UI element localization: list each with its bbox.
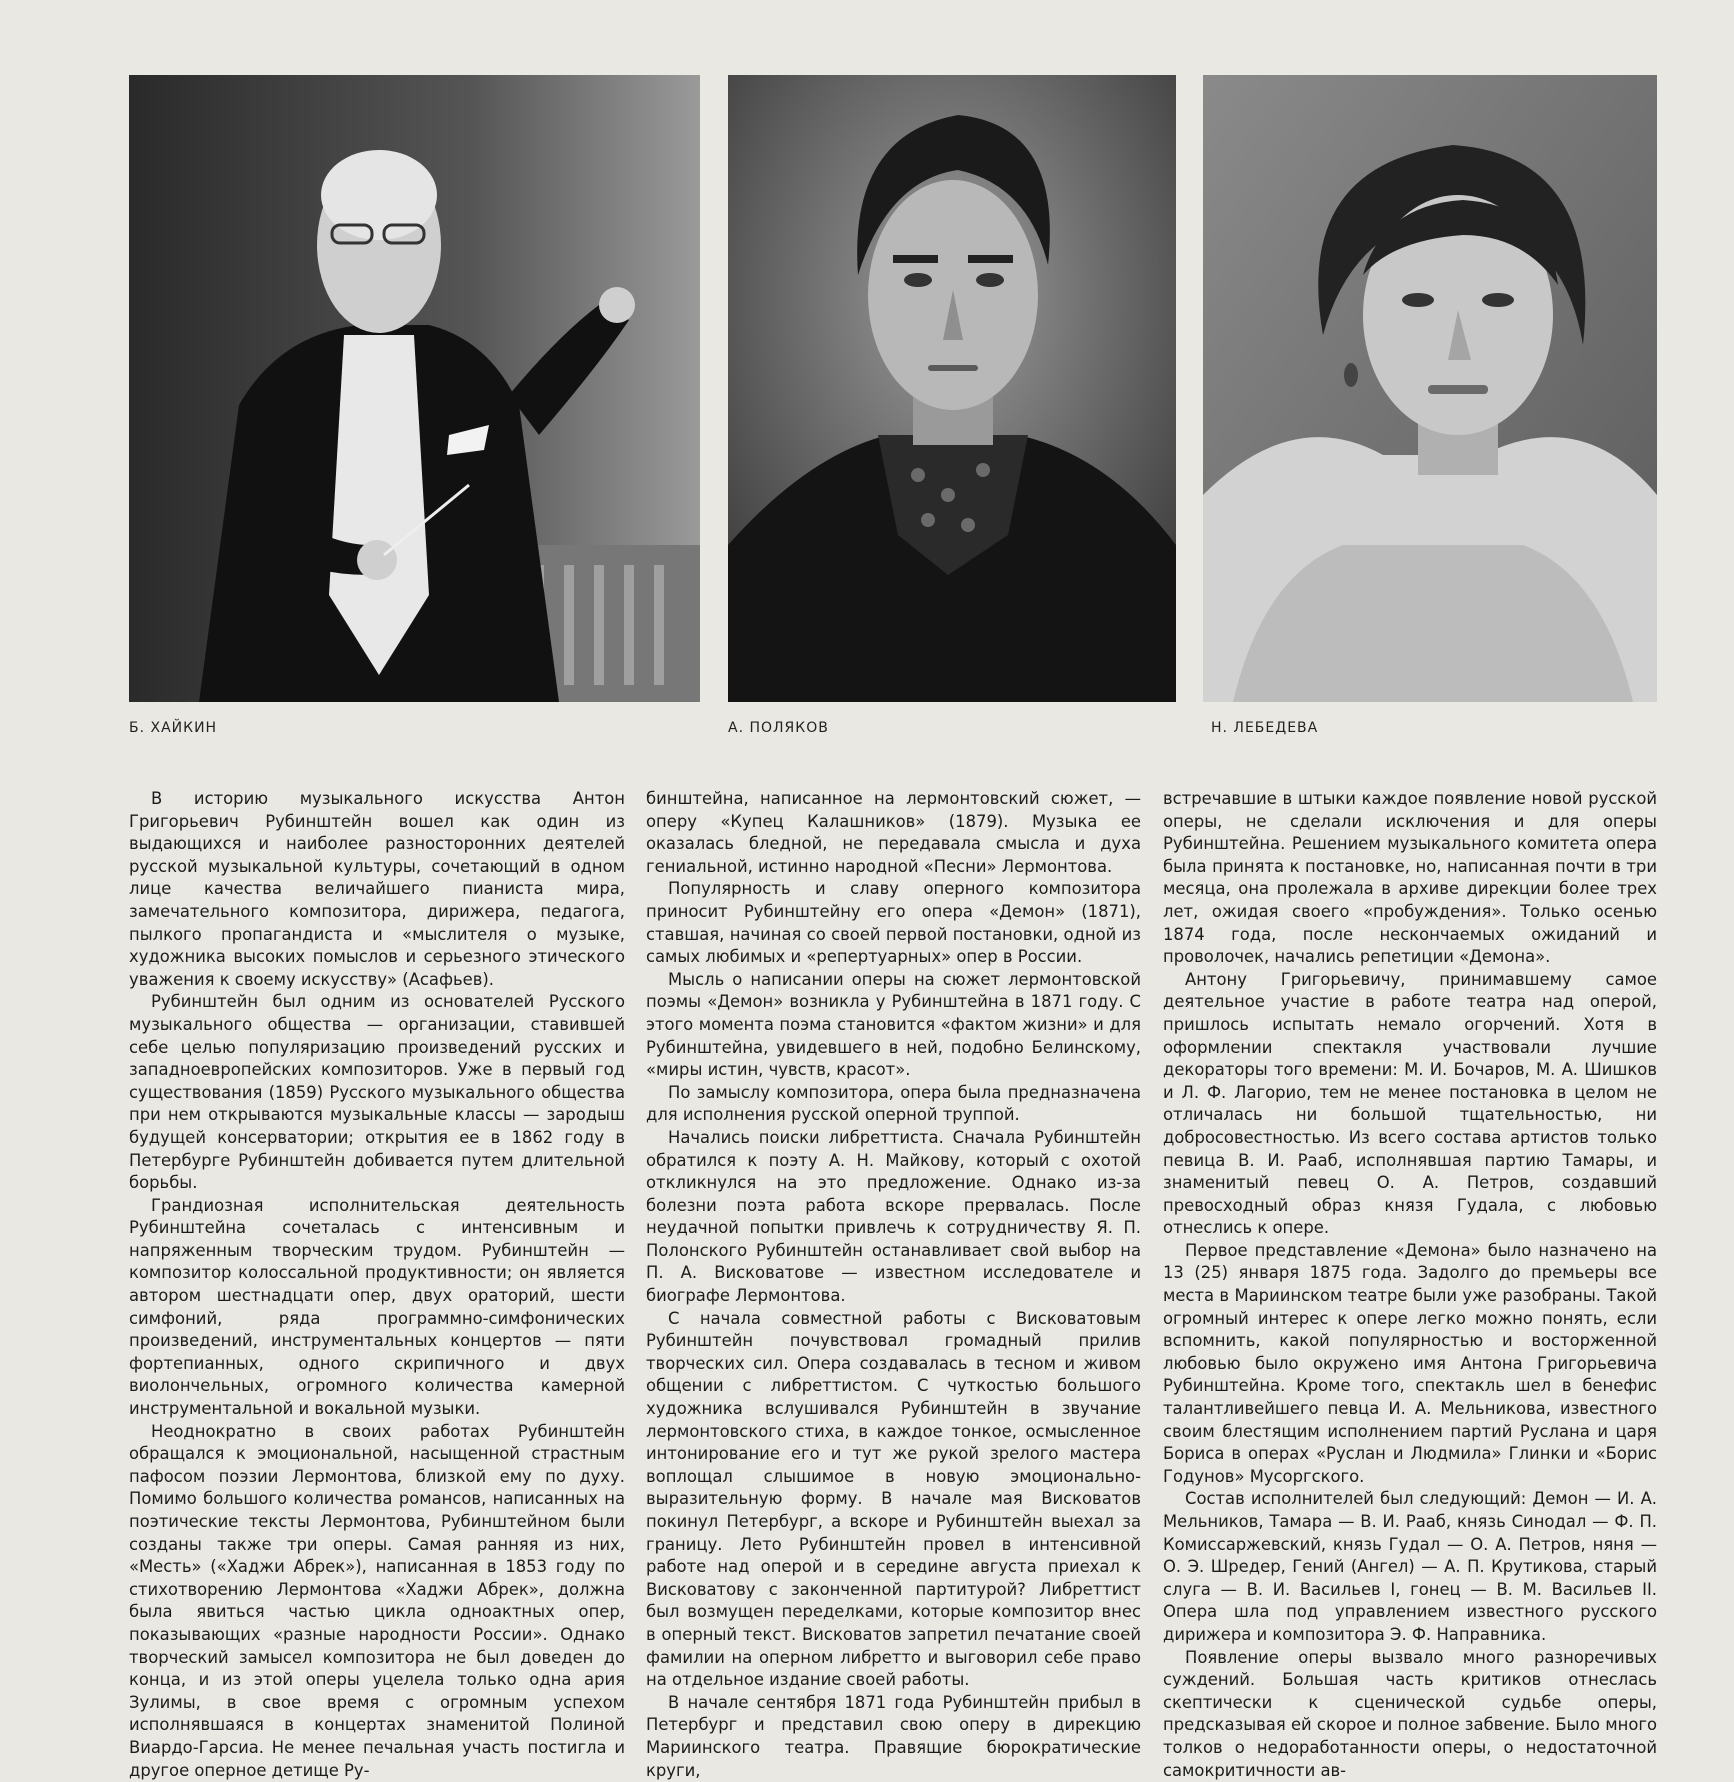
conductor-portrait-image xyxy=(129,75,700,702)
paragraph: По замыслу композитора, опера была предназначена для исполнения русской оперной труппой. xyxy=(646,1082,1141,1125)
photo-caption-1: Б. ХАЙКИН xyxy=(129,720,218,736)
paragraph: С начала совместной работы с Висковатовым Рубинштейн почувствовал громадный прилив творческих сил. Опера создавалась в тесном и живом общении с либреттистом. С чуткостью большого художника вслушивался Рубинштейн в звучание лермонтовского стиха, в каждое тонкое, осмысленное интонирование его и тут же рукой зрелого мастера воплощал слышимое в новую эмоционально-выразительную форму. В начале мая Висковатов покинул Петербург, а вскоре и Рубинштейн выехал за границу. Лето Рубинштейн провел в интенсивной работе над оперой и в середине августа приехал к Висковатову с законченной партитурой? Либреттист был возмущен переделками, которые композитор внес в оперный текст. Висковатов запретил печатание своей фамилии на оперном либретто и выговорил себе право на отдельное издание своей работы. xyxy=(646,1308,1141,1690)
paragraph: В начале сентября 1871 года Рубинштейн прибыл в Петербург и представил свою оперу в дирекцию Мариинского театра. Правящие бюрократические круги, xyxy=(646,1692,1141,1780)
male-portrait-image xyxy=(728,75,1176,702)
paragraph: Неоднократно в своих работах Рубинштейн обращался к эмоциональной, насыщенной страстным пафосом поэзии Лермонтова, близкой ему по духу. Помимо большого количества романсов, написанных на поэтические тексты Лермонтова, Рубинштейном были созданы также три оперы. Самая ранняя из них, «Месть» («Хаджи Абрек»), написанная в 1853 году по стихотворению Лермонтова «Хаджи Абрек», должна была явиться частью цикла одноактных опер, показывающих «разные народности России». Однако творческий замысел композитора не был доведен до конца, и из этой оперы уцелела только одна ария Зулимы, в свое время с огромным успехом исполнявшаяся в концертах знаменитой Полиной Виардо-Гарсиа. Не менее печальная участь постигла и другое оперное детище Ру- xyxy=(129,1421,625,1780)
paragraph-continued: встречавшие в штыки каждое появление новой русской оперы, не сделали исключения и для оперы Рубинштейна. Решением музыкального комитета опера была принята к постановке, но, написанная почти в три месяца, она пролежала в архиве дирекции более трех лет, ожидая своего «пробуждения». Только осенью 1874 года, после нескончаемых ожиданий и проволочек, начались репетиции «Демона». xyxy=(1163,789,1657,967)
paragraph: Антону Григорьевичу, принимавшему самое деятельное участие в работе театра над оперой, пришлось испытать немало огорчений. Хотя в оформлении спектакля участвовали лучшие декораторы того времени: М. И. Бочаров, М. А. Шишков и Л. Ф. Лагорио, тем не менее постановка в целом не отличалась ни большой тщательностью, ни добросовестностью. Из всего состава артистов только певица В. И. Рааб, исполнявшая партию Тамары, и знаменитый певец О. А. Петров, создавший превосходный образ князя Гудала, с любовью отнеслись к опере. xyxy=(1163,969,1657,1238)
photo-caption-2: А. ПОЛЯКОВ xyxy=(728,720,829,736)
paragraph: Состав исполнителей был следующий: Демон — И. А. Мельников, Тамара — В. И. Рааб, князь Синодал — Ф. П. Комиссаржевский, князь Гудал — О. А. Петров, няня — О. Э. Шредер, Гений (Ангел) — А. П. Крутикова, старый слуга — В. И. Васильев I, гонец — В. М. Васильев II. Опера шла под управлением известного русского дирижера и композитора Э. Ф. Направника. xyxy=(1163,1489,1657,1644)
text-column-1 xyxy=(129,788,625,1780)
text-column-3 xyxy=(1163,788,1657,1780)
photo-singer-female xyxy=(1203,75,1657,702)
text-column-2 xyxy=(646,788,1141,1780)
paragraph: Появление оперы вызвало много разноречивых суждений. Большая часть критиков отнеслась скептически к сценической судьбе оперы, предсказывая ей скорое и полное забвение. Было много толков о недоработанности оперы, о недостаточной самокритичности ав- xyxy=(1163,1647,1657,1780)
paragraph: Рубинштейн был одним из основателей Русского музыкального общества — организации, ставившей себе целью популяризацию произведений русских и западноевропейских композиторов. Уже в первый год существования (1859) Русского музыкального общества при нем открываются музыкальные классы — зародыш будущей консерватории; открытия ее в 1862 году в Петербурге Рубинштейн добивается путем длительной борьбы. xyxy=(129,992,625,1193)
article-body xyxy=(129,788,1657,1780)
photo-caption-3: Н. ЛЕБЕДЕВА xyxy=(1211,720,1319,736)
photo-conductor xyxy=(129,75,700,702)
paragraph: Грандиозная исполнительская деятельность Рубинштейна сочеталась с интенсивным и напряженным творческим трудом. Рубинштейн — композитор колоссальной продуктивности; он является автором шестнадцати опер, двух ораторий, шести симфоний, ряда программно-симфонических произведений, инструментальных концертов — пяти фортепианных, одного скрипичного и двух виолончельных, огромного количества камерной инструментальной и вокальной музыки. xyxy=(129,1195,625,1419)
photo-singer-male xyxy=(728,75,1176,702)
paragraph: Первое представление «Демона» было назначено на 13 (25) января 1875 года. Задолго до премьеры все места в Мариинском театре были уже разобраны. Такой огромный интерес к опере легко можно понять, если вспомнить, какой популярностью и восторженной любовью было окружено имя Антона Григорьевича Рубинштейна. Кроме того, спектакль шел в бенефис талантливейшего певца И. А. Мельникова, известного своим блестящим исполнением партий Руслана и царя Бориса в операх «Руслан и Людмила» Глинки и «Борис Годунов» Мусоргского. xyxy=(1163,1240,1657,1486)
paragraph: Мысль о написании оперы на сюжет лермонтовской поэмы «Демон» возникла у Рубинштейна в 1871 году. С этого момента поэма становится «фактом жизни» и для Рубинштейна, увидевшего в ней, подобно Белинскому, «миры истин, чувств, красот». xyxy=(646,969,1141,1080)
paragraph: В историю музыкального искусства Антон Григорьевич Рубинштейн вошел как один из выдающихся и наиболее разносторонних деятелей русской музыкальной культуры, сочетающий в одном лице качества величайшего пианиста мира, замечательного композитора, дирижера, педагога, пылкого пропагандиста и «мыслителя о музыке, художника высоких помыслов и серьезного этического уважения к своему искусству» (Асафьев). xyxy=(129,789,625,989)
paragraph-continued: бинштейна, написанное на лермонтовский сюжет, — оперу «Купец Калашников» (1879). Музыка ее оказалась бледной, не передавала смысла и духа гениальной, истинно народной «Песни» Лермонтова. xyxy=(646,789,1141,876)
paragraph: Начались поиски либреттиста. Сначала Рубинштейн обратился к поэту А. Н. Майкову, который с охотой откликнулся на это предложение. Однако из-за болезни поэта работа вскоре прервалась. После неудачной попытки привлечь к сотрудничеству Я. П. Полонского Рубинштейн останавливает свой выбор на П. А. Висковатове — известном исследователе и биографе Лермонтова. xyxy=(646,1127,1141,1306)
paragraph: Популярность и славу оперного композитора приносит Рубинштейну его опера «Демон» (1871), ставшая, начиная со своей первой постановки, одной из самых любимых и «репертуарных» опер в России. xyxy=(646,879,1141,967)
female-portrait-image xyxy=(1203,75,1657,702)
